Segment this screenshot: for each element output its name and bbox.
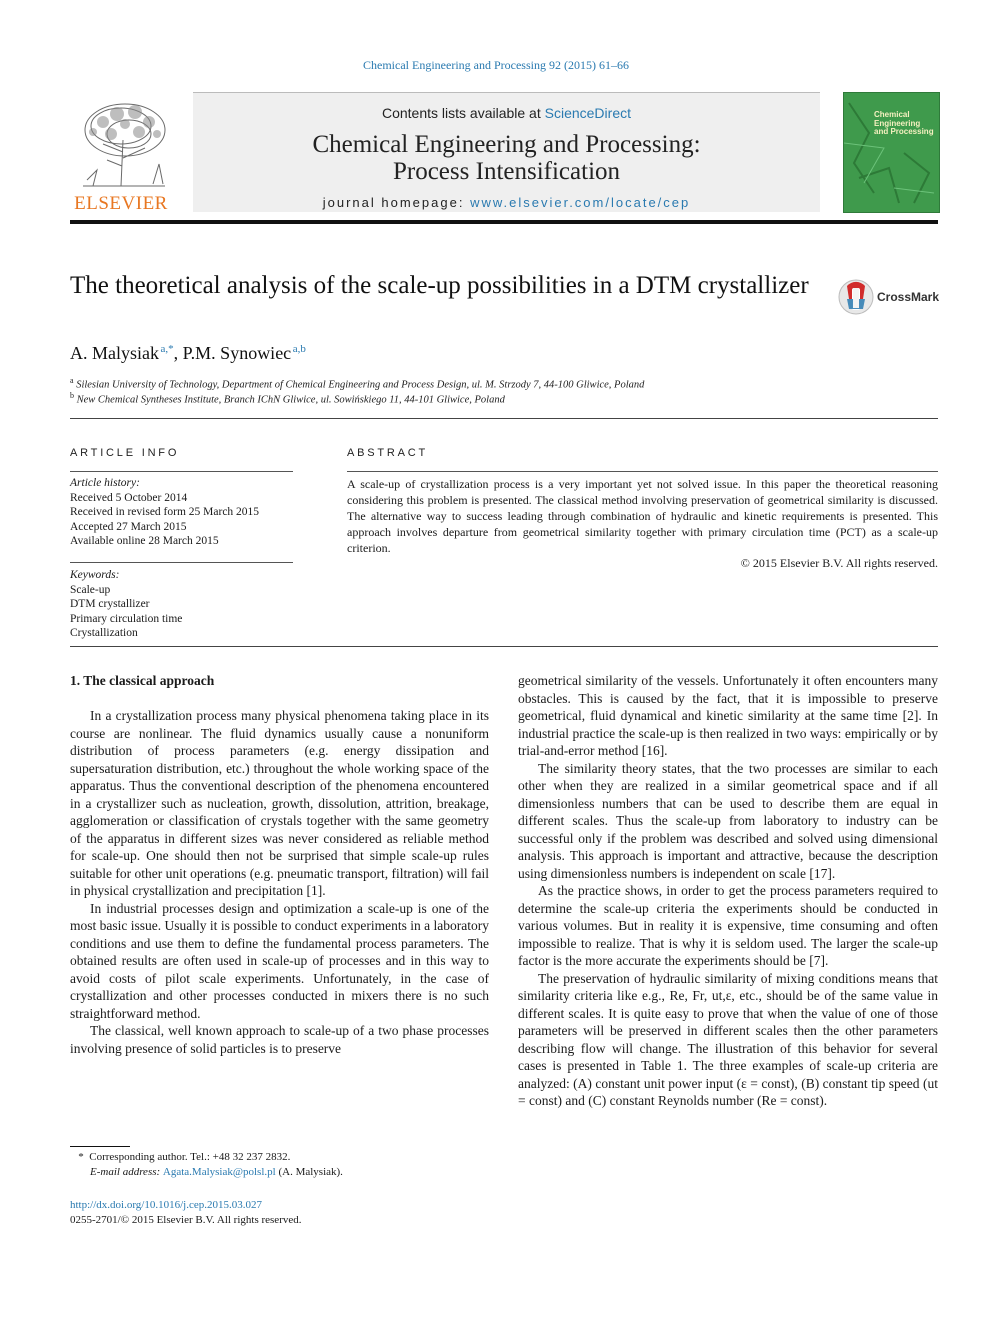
- history-online: Available online 28 March 2015: [70, 535, 219, 547]
- affiliation-a: [70, 376, 644, 391]
- footnote-mark: *: [78, 1151, 84, 1163]
- body-paragraph: geometrical similarity of the vessels. Unfortunately it often encounters many obstacles. This is caused by the fact, that it is impossible to preserve geometrical, fluid dynamical and kinetic similarity at the same time [2]. In industrial practice the scale-up is then realized in two ways: empirically or by trial-and-error method [16].: [518, 673, 938, 758]
- body-divider: [70, 646, 938, 647]
- doi-link[interactable]: http://dx.doi.org/10.1016/j.cep.2015.03.027: [70, 1199, 262, 1211]
- history-received: Received 5 October 2014: [70, 491, 188, 504]
- crossmark-badge[interactable]: [838, 279, 948, 319]
- body-paragraph: The preservation of hydraulic similarity of mixing conditions means that similarity criteria like e.g., Re, Fr, ut,ε, etc., should be of the same value in different scales. It is quite easy to prove that when the value of one of those parameters will be preserved in different scales then the other parameters describing flow will change. The illustration of this behavior for several cases is presented in Table 1. The three examples of scale-up criteria are analyzed: (A) constant unit power input (ε = const), (B) constant tip speed (ut = const) and (C) constant Reynolds number (Re = const).: [518, 970, 938, 1108]
- author-affiliation-mark[interactable]: a,b: [292, 343, 306, 355]
- article-title: The theoretical analysis of the scale-up possibilities in a DTM crystallizer: [70, 272, 809, 299]
- author-list: [70, 343, 306, 364]
- journal-title-line1: Chemical Engineering and Processing:: [312, 131, 701, 158]
- affiliation-mark: a: [70, 376, 74, 385]
- sciencedirect-link[interactable]: ScienceDirect: [544, 105, 631, 121]
- keywords: [70, 568, 293, 641]
- corresponding-author-note: [70, 1150, 490, 1165]
- corresponding-text: Corresponding author. Tel.: +48 32 237 2832.: [89, 1151, 291, 1163]
- email-suffix: (A. Malysiak).: [275, 1166, 343, 1178]
- journal-title: [193, 131, 820, 185]
- history-accepted: Accepted 27 March 2015: [70, 520, 187, 533]
- section-divider: [70, 418, 938, 419]
- elsevier-logo: [70, 100, 172, 213]
- article-info-divider: [70, 471, 293, 472]
- article-history: [70, 476, 293, 549]
- footnote: [70, 1150, 490, 1180]
- history-label: Article history:: [70, 477, 140, 489]
- affiliation-text: New Chemical Syntheses Institute, Branch IChN Gliwice, ul. Sowińskiego 11, 44-101 Gliwice, Poland: [76, 394, 505, 406]
- author-name[interactable]: P.M. Synowiec: [182, 343, 292, 363]
- abstract-heading: ABSTRACT: [347, 447, 429, 459]
- journal-citation[interactable]: Chemical Engineering and Processing 92 (2015) 61–66: [363, 58, 629, 72]
- doi-block: [70, 1198, 302, 1228]
- issn-copyright: 0255-2701/© 2015 Elsevier B.V. All rights reserved.: [70, 1214, 302, 1226]
- author-separator: ,: [173, 343, 183, 363]
- email-link[interactable]: Agata.Malysiak@polsl.pl: [162, 1166, 276, 1178]
- keyword: DTM crystallizer: [70, 598, 150, 610]
- homepage-line: [193, 195, 820, 210]
- elsevier-tree-icon: [73, 100, 169, 192]
- author-name[interactable]: A. Malysiak: [70, 343, 159, 363]
- body-paragraph: The classical, well known approach to scale-up of a two phase processes involving presence of solid particles is to preserve: [70, 1023, 489, 1056]
- homepage-link[interactable]: www.elsevier.com/locate/cep: [470, 195, 691, 210]
- author-affiliation-mark[interactable]: a,*: [160, 343, 174, 355]
- header-divider: [70, 220, 938, 224]
- contents-line: [193, 105, 820, 121]
- crossmark-label: CrossMark: [877, 290, 940, 304]
- body-paragraph: In a crystallization process many physical phenomena taking place in its course are nonlinear. The fluid dynamics usually cause a nonuniform distribution of process parameters (e.g. energy dissipation and supersaturation distribution, etc.) throughout the whole working space of the apparatus. Thus the conventional description of the phenomena encountered in a crystallizer such as nucleation, growth, dissolution, attrition, breakage, agglomeration or classification of crystals together with the same geometry of the apparatus in different sizes was never considered as reliable method for scale-up. One should then not be surprised that simple scale-up rules suitable for other unit operations (e.g. pneumatic transport, filtration) will fail in physical crystallization and precipitation [1].: [70, 708, 489, 898]
- article-info-heading: ARTICLE INFO: [70, 447, 180, 459]
- section-heading: 1. The classical approach: [70, 673, 215, 688]
- footnote-divider: [70, 1146, 130, 1147]
- body-left-column: [70, 707, 489, 1057]
- elsevier-wordmark: ELSEVIER: [74, 193, 168, 214]
- affiliation-mark: b: [70, 391, 74, 400]
- keywords-label: Keywords:: [70, 569, 120, 581]
- abstract-text: A scale-up of crystallization process is a very important yet not solved issue. In this paper the theoretical reasoning considering this problem is presented. The classical method involving preservation of geometrical similarity is discussed. The alternative way to success leading through combination of hydraulic and kinetic requirements is presented. This approach involves departure from geometrical similarity together with primary circulation time (PCT) as a scale-up criterion.: [347, 477, 938, 555]
- history-revised: Received in revised form 25 March 2015: [70, 506, 260, 518]
- keyword: Crystallization: [70, 627, 138, 639]
- keyword: Primary circulation time: [70, 612, 183, 625]
- email-note: [70, 1165, 490, 1180]
- keywords-divider: [70, 562, 293, 563]
- body-paragraph: In industrial processes design and optimization a scale-up is one of the most basic issue. Usually it is possible to conduct experiments in a laboratory conditions and use them to define the fundamental process parameters. The obtained results are often used in scale-up of processes and in this way to avoid costs of pilot scale experiments. Unfortunately, in the case of crystallization and other processes conducted in mixers there is no such straightforward method.: [70, 900, 489, 1021]
- cover-title: Chemical Engineering and Processing: [874, 110, 934, 136]
- affiliation-text: Silesian University of Technology, Department of Chemical Engineering and Process Design, ul. M. Strzody 7, 44-100 Gliwice, Poland: [76, 379, 645, 391]
- body-paragraph: As the practice shows, in order to get the process parameters required to determine the scale-up criteria the experiments should be conducted in various volumes. But in reality it is expensive, time consuming and often impossible to realize. That is why it is seldom used. The larger the scale-up factor is the more accurate the experiments should be [7].: [518, 883, 938, 968]
- affiliation-b: [70, 391, 505, 406]
- journal-header: [193, 92, 820, 212]
- abstract-copyright: © 2015 Elsevier B.V. All rights reserved.: [740, 556, 938, 570]
- keyword: Scale-up: [70, 583, 111, 596]
- contents-prefix: Contents lists available at: [381, 105, 545, 121]
- crossmark-icon: [838, 279, 874, 315]
- body-right-column: [518, 672, 938, 1110]
- abstract-divider: [347, 471, 938, 472]
- email-label: E-mail address:: [90, 1166, 163, 1178]
- body-paragraph: The similarity theory states, that the two processes are similar to each other when they are realized in a similar geometrical space and if all dimensionless numbers that can be used to describe them are equal in different scales. Thus the scale-up from laboratory to industry can be successful only if the problem was described and solved using dimensional analysis. This approach is important and attractive, because the description using dimensionless numbers is independent on scale [17].: [518, 760, 938, 881]
- homepage-prefix: journal homepage:: [322, 195, 471, 210]
- journal-title-line2: Process Intensification: [392, 158, 621, 185]
- journal-cover-image[interactable]: [843, 92, 940, 213]
